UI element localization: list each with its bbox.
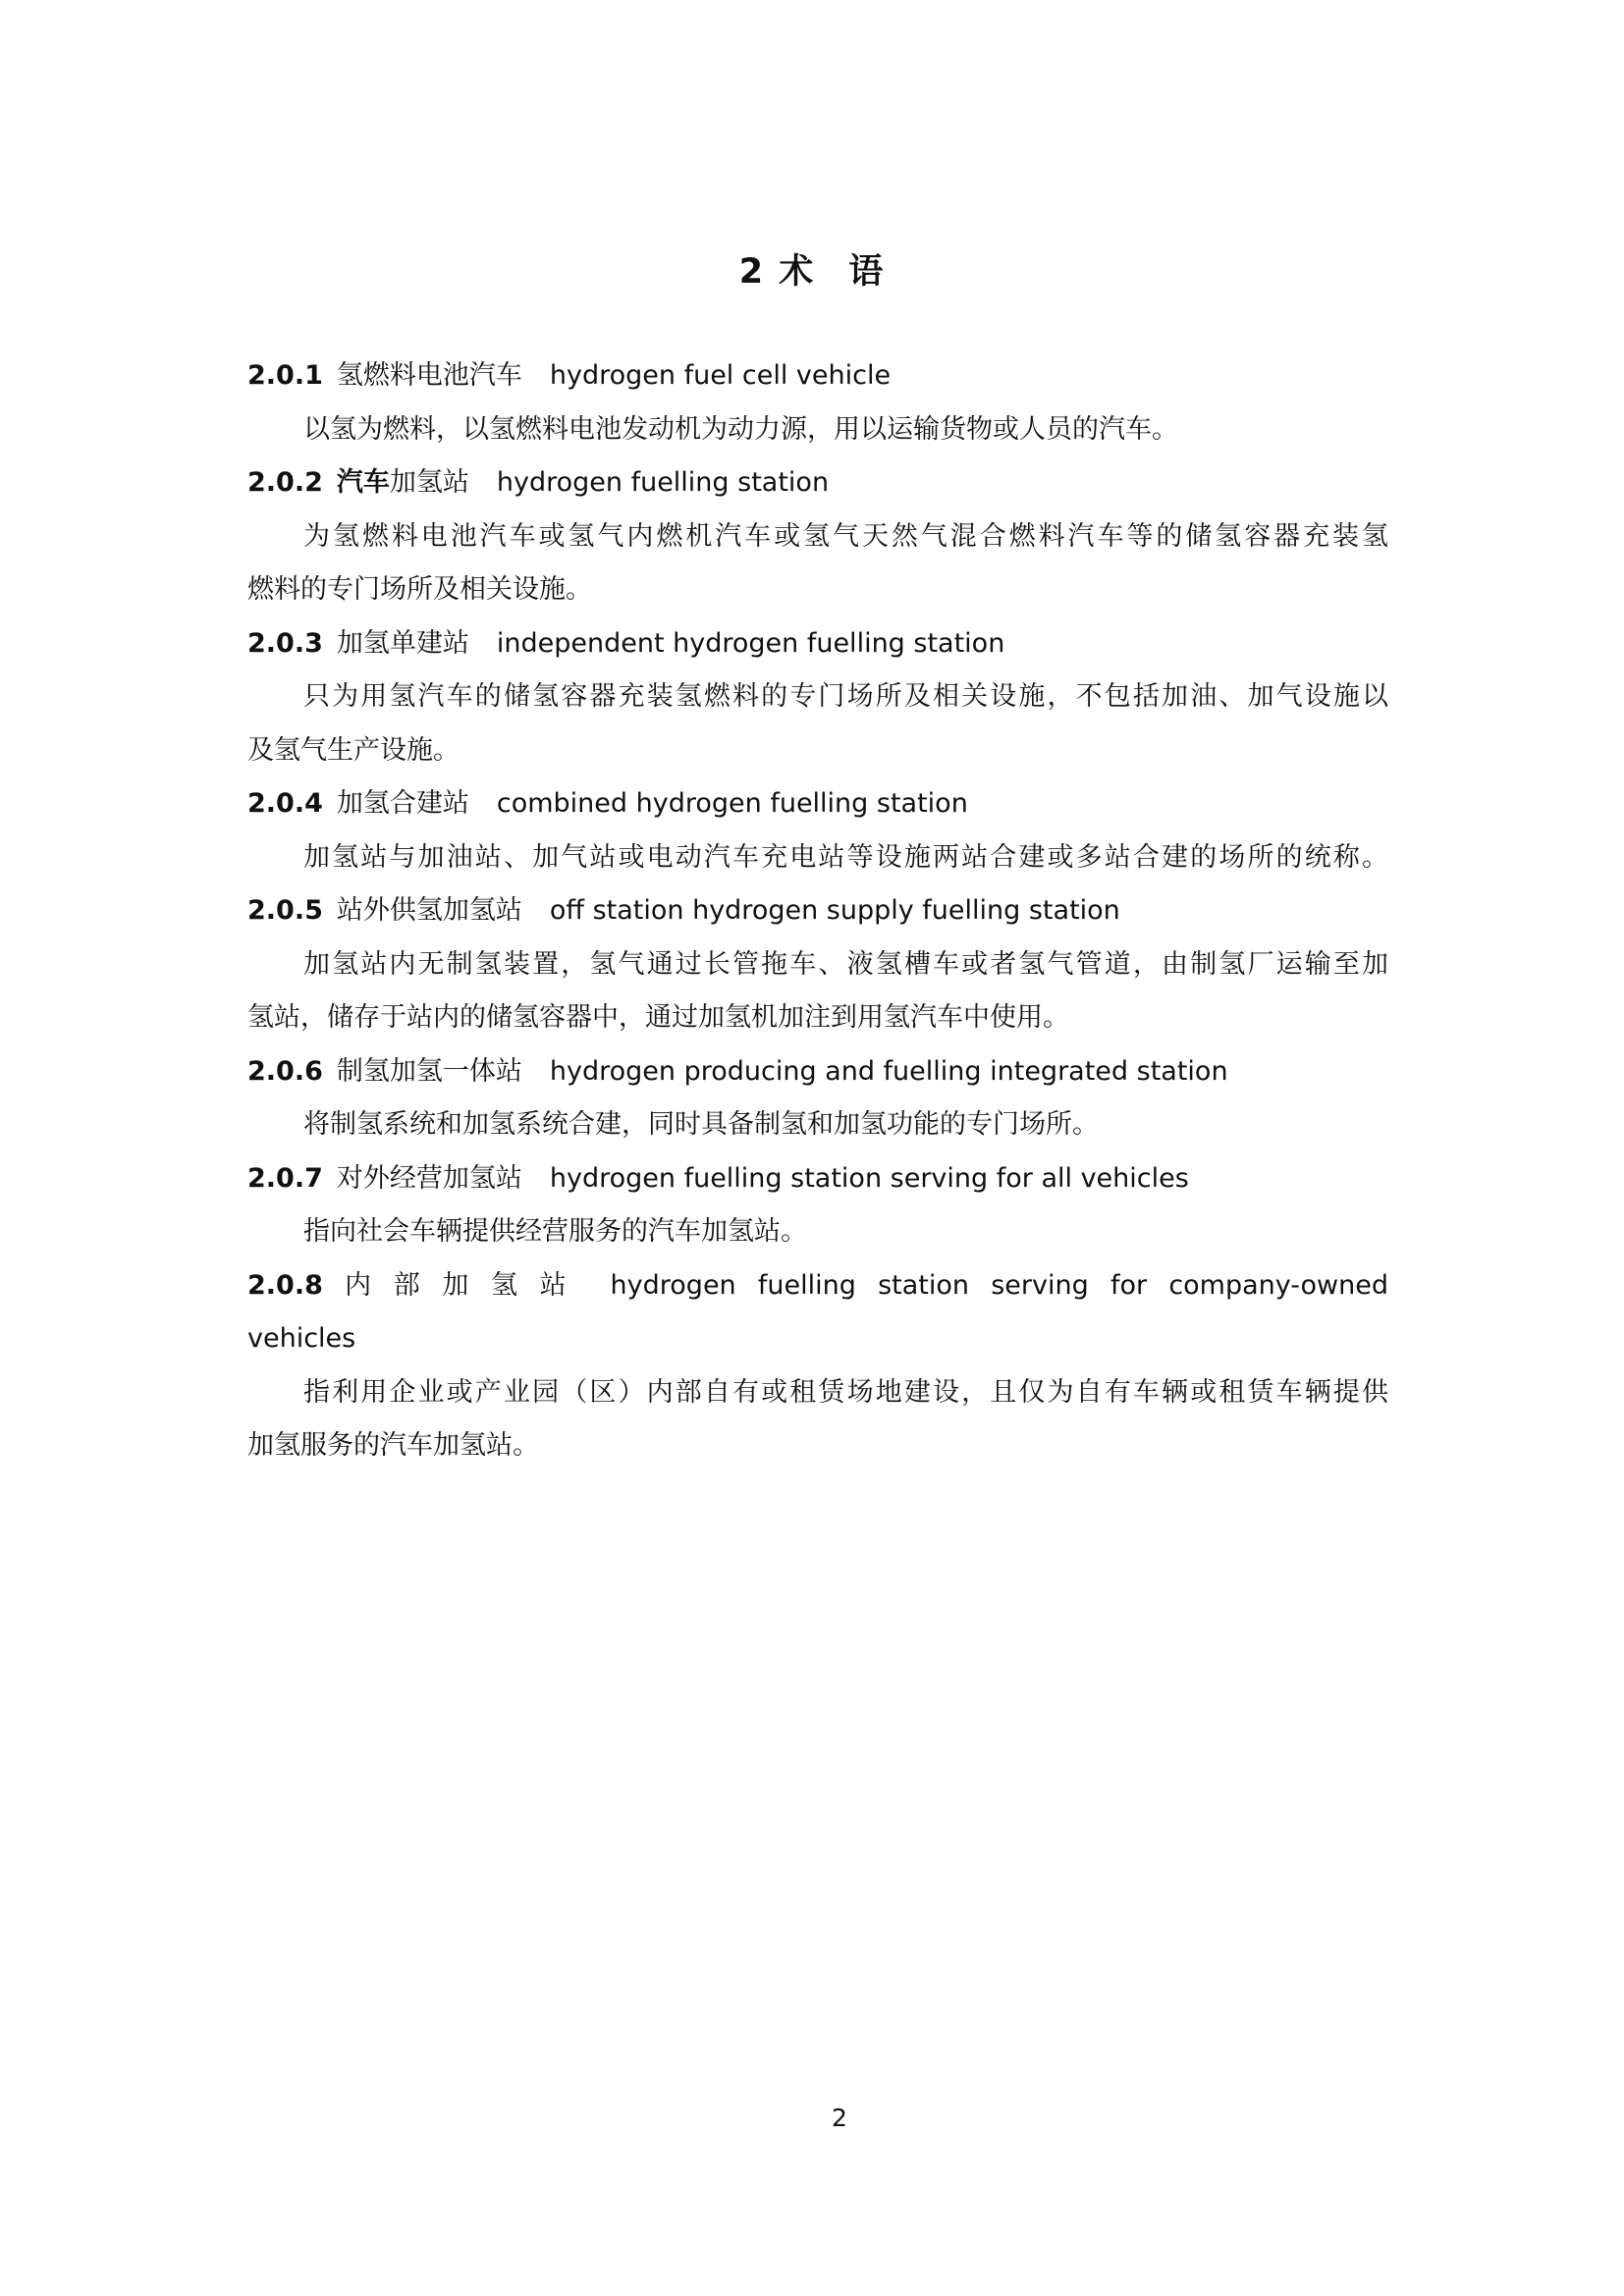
term-zh: 站外供氢加氢站 — [336, 895, 522, 926]
chapter-number: 2 — [738, 252, 766, 292]
term-zh: 制氢加氢一体站 — [336, 1055, 522, 1087]
term-heading-2-0-2 — [247, 456, 1388, 510]
term-heading-2-0-7 — [247, 1152, 1388, 1206]
term-number: 2.0.3 — [247, 627, 323, 659]
term-en: off station hydrogen supply fuelling station — [549, 895, 1120, 926]
term-en: hydrogen fuel cell vehicle — [549, 360, 892, 391]
term-en-line-1: hydrogen fuelling station serving for company-owned — [610, 1269, 1388, 1301]
chapter-title-char-1: 术 — [779, 252, 816, 292]
term-heading-2-0-1 — [247, 349, 1388, 403]
term-en: independent hydrogen fuelling station — [496, 627, 1005, 659]
term-en: combined hydrogen fuelling station — [496, 788, 968, 819]
term-definition: 以氢为燃料，以氢燃料电池发动机为动力源，用以运输货物或人员的汽车。 — [303, 413, 1178, 445]
term-definition: 指向社会车辆提供经营服务的汽车加氢站。 — [303, 1216, 807, 1247]
terms-list — [247, 349, 1388, 1473]
term-definition-line-1: 为氢燃料电池汽车或氢气内燃机汽车或氢气天然气混合燃料汽车等的储氢容器充装氢 — [303, 520, 1388, 552]
term-definition: 将制氢系统和加氢系统合建，同时具备制氢和加氢功能的专门场所。 — [303, 1109, 1099, 1140]
term-definition-line-1: 加氢站内无制氢装置，氢气通过长管拖车、液氢槽车或者氢气管道，由制氢厂运输至加 — [303, 948, 1388, 980]
term-number: 2.0.5 — [247, 895, 323, 926]
term-number: 2.0.7 — [247, 1162, 323, 1194]
term-zh: 对外经营加氢站 — [336, 1162, 522, 1194]
term-definition-line-2: 氢站，储存于站内的储氢容器中，通过加氢机加注到用氢汽车中使用。 — [247, 1002, 1069, 1033]
term-heading-2-0-8 — [247, 1259, 1388, 1313]
term-definition: 加氢站与加油站、加气站或电动汽车充电站等设施两站合建或多站合建的场所的统称。 — [303, 841, 1388, 873]
term-en: hydrogen producing and fuelling integrated station — [549, 1055, 1228, 1087]
term-zh: 氢燃料电池汽车 — [336, 360, 522, 391]
term-number: 2.0.4 — [247, 788, 323, 819]
page-number: 2 — [832, 2104, 847, 2132]
term-number: 2.0.8 — [247, 1269, 323, 1301]
term-zh: 加氢站 — [389, 467, 469, 498]
term-zh-bold: 汽车 — [336, 467, 390, 498]
term-en: hydrogen fuelling station — [496, 467, 830, 498]
term-number: 2.0.2 — [247, 467, 323, 498]
term-zh: 加氢合建站 — [336, 788, 469, 819]
term-definition-line-2: 燃料的专门场所及相关设施。 — [247, 574, 592, 605]
term-zh: 内部加氢站 — [345, 1269, 589, 1301]
term-heading-2-0-4 — [247, 777, 1388, 831]
term-definition-line-1: 指利用企业或产业园（区）内部自有或租赁场地建设，且仅为自有车辆或租赁车辆提供 — [303, 1376, 1388, 1408]
term-number: 2.0.6 — [247, 1055, 323, 1087]
term-en: hydrogen fuelling station serving for all vehicles — [549, 1162, 1189, 1194]
term-heading-2-0-5 — [247, 884, 1388, 938]
chapter-title-char-2: 语 — [848, 252, 886, 292]
term-en-line-2: vehicles — [247, 1323, 356, 1354]
term-number: 2.0.1 — [247, 360, 323, 391]
term-zh: 加氢单建站 — [336, 627, 469, 659]
term-heading-2-0-3 — [247, 617, 1388, 671]
chapter-title — [0, 247, 1624, 296]
term-heading-2-0-6 — [247, 1045, 1388, 1099]
term-definition-line-2: 加氢服务的汽车加氢站。 — [247, 1430, 539, 1461]
term-definition-line-2: 及氢气生产设施。 — [247, 734, 460, 766]
term-definition-line-1: 只为用氢汽车的储氢容器充装氢燃料的专门场所及相关设施，不包括加油、加气设施以 — [303, 681, 1388, 712]
